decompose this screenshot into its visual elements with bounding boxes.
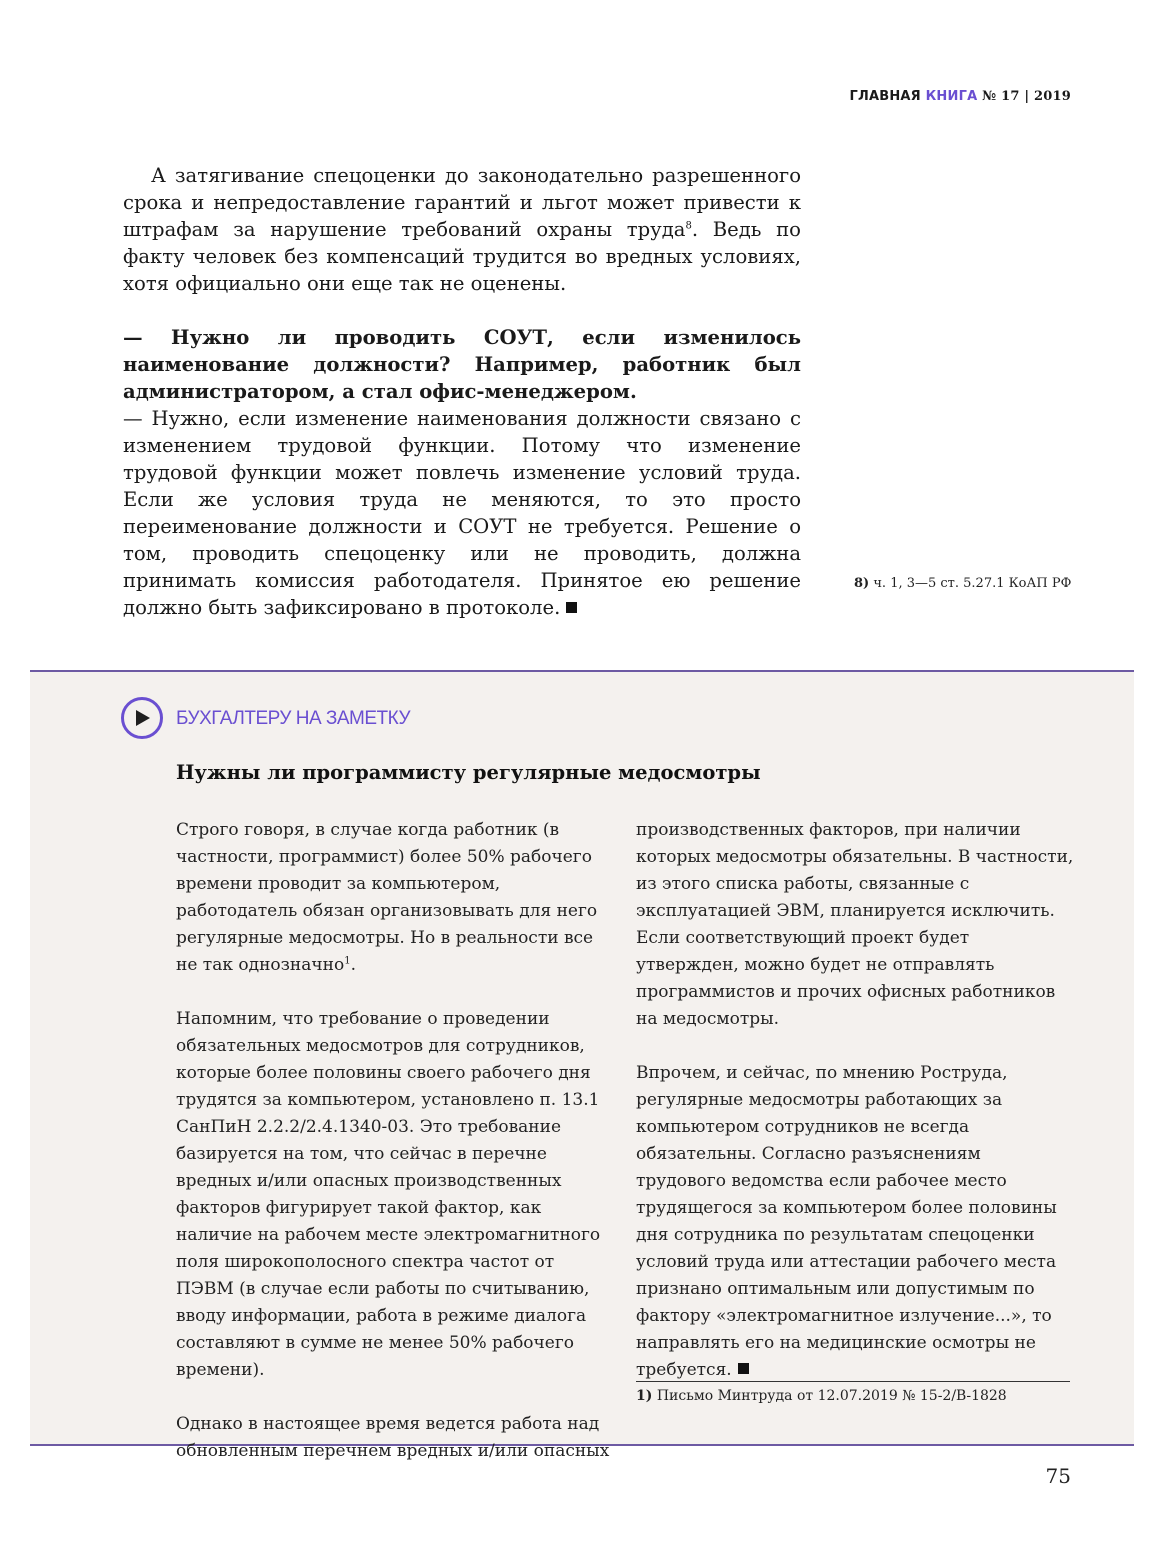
page-number: 75 xyxy=(1045,1464,1071,1488)
footnote-divider xyxy=(636,1381,1070,1382)
box-paragraph xyxy=(636,1060,1076,1384)
box-paragraph xyxy=(176,817,611,979)
box-label: БУХГАЛТЕРУ НА ЗАМЕТКУ xyxy=(176,708,411,729)
end-of-article-mark xyxy=(566,602,577,613)
box-column-right xyxy=(636,817,1076,1384)
paragraph-text: . xyxy=(350,955,356,975)
play-circle-icon xyxy=(121,697,163,739)
footnote-number: 1) xyxy=(636,1388,653,1404)
box-column-left xyxy=(176,817,611,1465)
paragraph-text: А затягивание спецоценки до законодательно разрешенного срока и непредоставление гарантий и льгот может привести к штрафам за нарушение требований охраны труда xyxy=(123,164,801,241)
box-footnote xyxy=(636,1388,1007,1404)
box-title: Нужны ли программисту регулярные медосмотры xyxy=(176,761,761,784)
footnote-ref: 8 xyxy=(685,220,692,232)
footnote-number: 8) xyxy=(854,576,870,591)
footnote-text: ч. 1, 3—5 ст. 5.27.1 КоАП РФ xyxy=(869,576,1072,591)
paragraph-text: . Ведь по факту человек без компенсаций трудится во вредных условиях, хотя официально они еще так не оценены. xyxy=(123,218,801,295)
box-paragraph: Напомним, что требование о проведении обязательных медосмотров для сотрудников, которые более половины своего рабочего дня трудятся за компьютером, установлено п. 13.1 СанПиН 2.2.2/2.4.1340-03. Это требование базируется на том, что сейчас в перечне вредных и/или опасных производственных факторов фигурирует такой фактор, как наличие на рабочем месте электромагнитного поля широкополосного спектра частот от ПЭВМ (в случае если работы по считыванию, вводу информации, работа в режиме диалога составляют в сумме не менее 50% рабочего времени). xyxy=(176,1009,601,1380)
footnote-text: Письмо Минтруда от 12.07.2019 № 15-2/В-1828 xyxy=(652,1388,1007,1404)
issue-number: № 17 | 2019 xyxy=(982,89,1071,104)
box-paragraph: производственных факторов, при наличии которых медосмотры обязательны. В частности, из этого списка работы, связанные с эксплуатацией ЭВМ, планируется исключить. Если соответствующий проект будет утвержден, можно будет не отправлять программистов и прочих офисных работников на медосмотры. xyxy=(636,820,1074,1029)
answer-text: — Нужно, если изменение наименования должности связано с изменением трудовой функции. Потому что изменение трудовой функции может повлечь изменение условий труда. Если же условия труда не меняются, то это просто переименование должности и СОУТ не требуется. Решение о том, проводить спецоценку или не проводить, должна принимать комиссия работодателя. Принятое ею решение должно быть зафиксировано в протоколе. xyxy=(123,407,801,619)
side-footnote xyxy=(854,576,1071,591)
note-box xyxy=(30,670,1134,1461)
paragraph-text: Впрочем, и сейчас, по мнению Роструда, регулярные медосмотры работающих за компьютером сотрудников не всегда обязательны. Согласно разъяснениям трудового ведомства если рабочее место трудящегося за компьютером более половины дня сотрудника по результатам спецоценки условий труда или аттестации рабочего места признано оптимальным или допустимым по фактору «электромагнитное излучение...», то направлять его на медицинские осмотры не требуется. xyxy=(636,1063,1057,1380)
brand-name-accent: КНИГА xyxy=(925,89,978,104)
masthead xyxy=(849,89,1071,104)
article-body xyxy=(123,162,801,621)
footnote-ref: 1 xyxy=(344,955,351,967)
interview-question: — Нужно ли проводить СОУТ, если изменилось наименование должности? Например, работник был администратором, а стал офис-менеджером. xyxy=(123,326,801,403)
play-icon xyxy=(135,709,151,727)
box-paragraph: Однако в настоящее время ведется работа над обновленным перечнем вредных и/или опасных xyxy=(176,1414,610,1461)
end-of-article-mark xyxy=(738,1363,749,1374)
brand-name: ГЛАВНАЯ xyxy=(849,89,921,104)
article-paragraph xyxy=(123,162,801,297)
paragraph-text: Строго говоря, в случае когда работник (в частности, программист) более 50% рабочего времени проводит за компьютером, работодатель обязан организовывать для него регулярные медосмотры. Но в реальности все не так однозначно xyxy=(176,820,598,975)
interview-answer xyxy=(123,405,801,621)
